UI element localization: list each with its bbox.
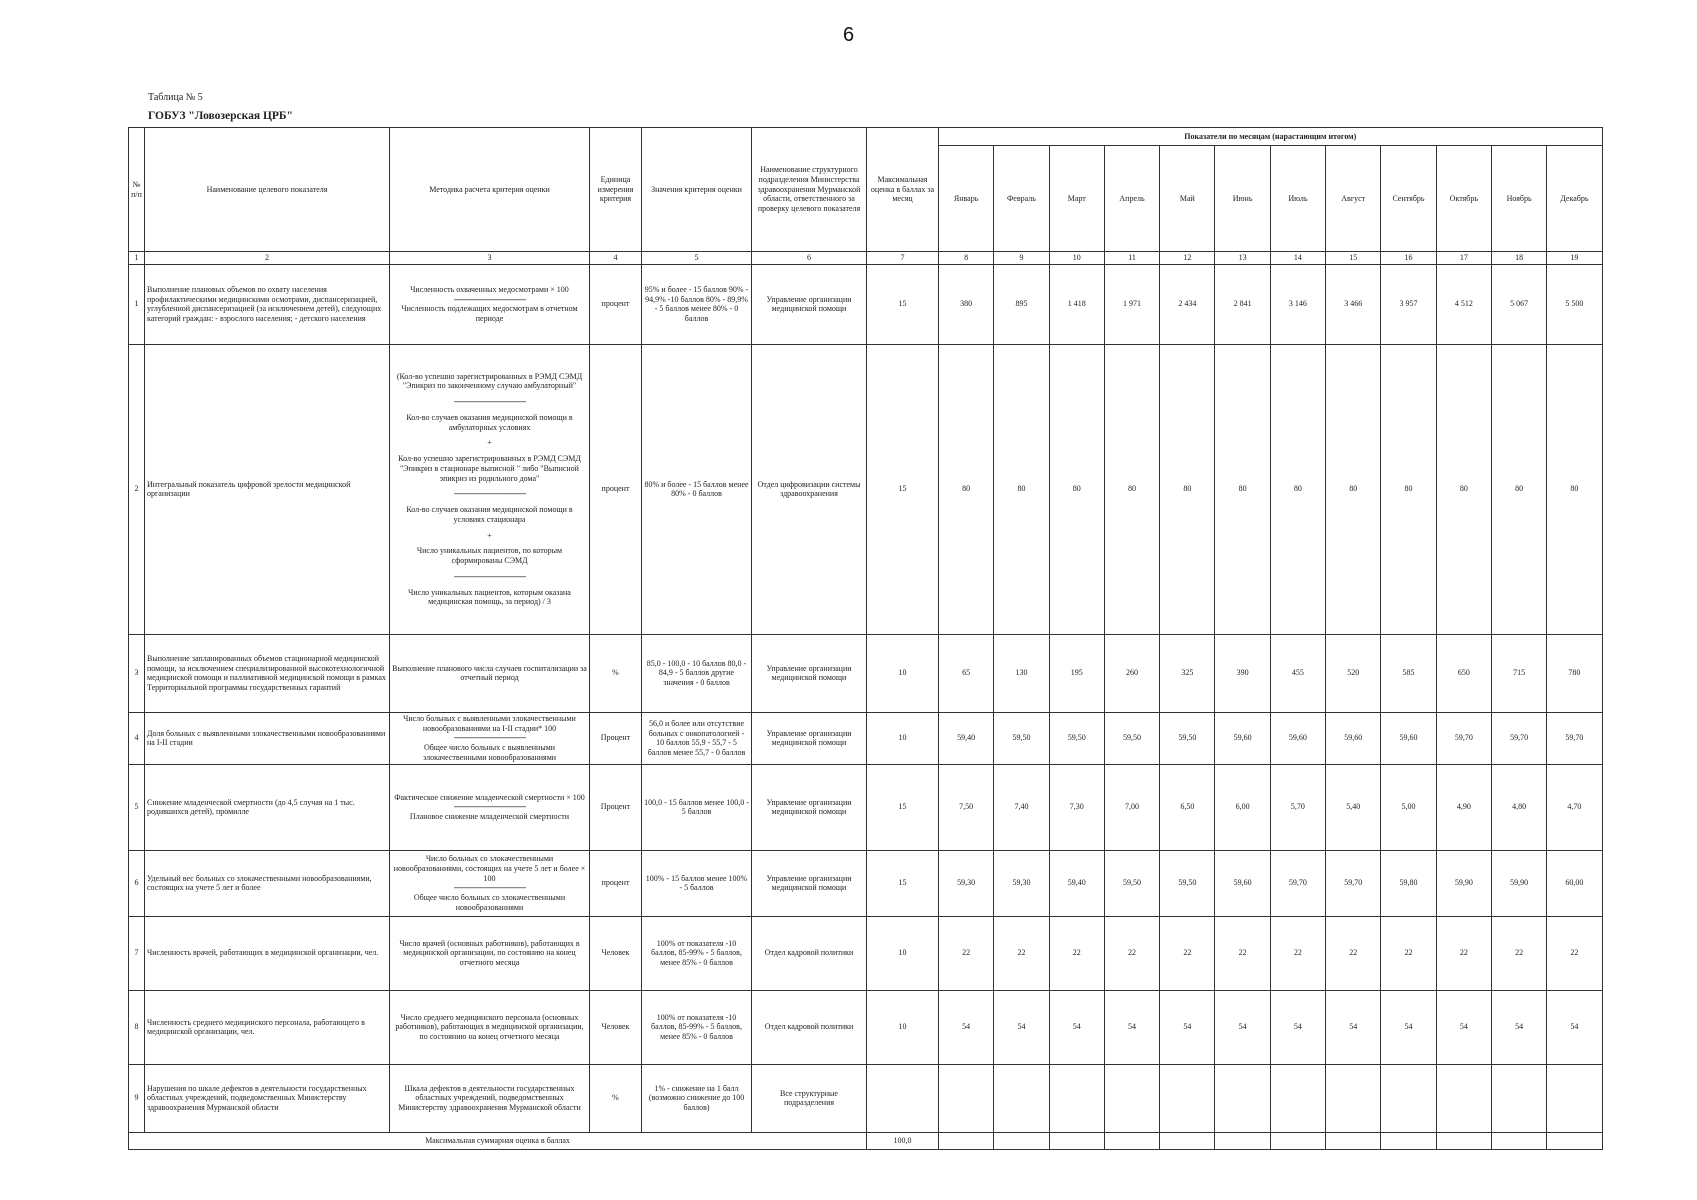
month-value: 54 bbox=[1436, 990, 1491, 1064]
row-number: 1 bbox=[129, 264, 145, 344]
month-value: 80 bbox=[1215, 344, 1270, 634]
header-method: Методика расчета критерия оценки bbox=[390, 128, 590, 252]
table-label: Таблица № 5 bbox=[148, 92, 203, 103]
fraction-line: ------------------------------------------- bbox=[453, 489, 526, 499]
month-value: 59,60 bbox=[1381, 712, 1436, 764]
row-number: 6 bbox=[129, 850, 145, 916]
month-value: 54 bbox=[1215, 990, 1270, 1064]
month-value: 54 bbox=[1381, 990, 1436, 1064]
month-value: 1 971 bbox=[1104, 264, 1159, 344]
row-number: 8 bbox=[129, 990, 145, 1064]
month-value bbox=[1547, 1064, 1602, 1132]
month-value: 715 bbox=[1491, 634, 1546, 712]
method-part: Кол-во успешно зарегистрированных в РЭМД СЭМД "Эпикриз в стационаре выписной " либо "Выписной эпикриз из родильного дома" bbox=[398, 454, 581, 483]
header-criteria: Значения критерия оценки bbox=[642, 128, 752, 252]
month-value: 59,70 bbox=[1436, 712, 1491, 764]
criteria-values: 1% - снижение на 1 балл (возможно снижение до 100 баллов) bbox=[642, 1064, 752, 1132]
column-number: 19 bbox=[1547, 252, 1602, 265]
month-value: 59,80 bbox=[1381, 850, 1436, 916]
max-score: 10 bbox=[867, 990, 939, 1064]
header-month: Январь bbox=[939, 146, 994, 252]
month-value: 80 bbox=[1160, 344, 1215, 634]
month-value: 22 bbox=[1436, 916, 1491, 990]
responsible-department: Управление организации медицинской помощи bbox=[752, 850, 867, 916]
month-value: 54 bbox=[1547, 990, 1602, 1064]
month-value: 130 bbox=[994, 634, 1049, 712]
month-value: 80 bbox=[1381, 344, 1436, 634]
month-value bbox=[994, 1064, 1049, 1132]
max-score: 10 bbox=[867, 916, 939, 990]
month-value: 4,90 bbox=[1436, 764, 1491, 850]
month-value: 54 bbox=[1270, 990, 1325, 1064]
method-part: Кол-во случаев оказания медицинской помощи в амбулаторных условиях bbox=[406, 412, 573, 432]
calculation-method bbox=[390, 764, 590, 850]
footer-total: 100,0 bbox=[867, 1132, 939, 1149]
max-score: 15 bbox=[867, 850, 939, 916]
month-value: 5 500 bbox=[1547, 264, 1602, 344]
responsible-department: Отдел цифровизации системы здравоохранения bbox=[752, 344, 867, 634]
month-value: 59,50 bbox=[1160, 850, 1215, 916]
row-number: 2 bbox=[129, 344, 145, 634]
month-value: 5 067 bbox=[1491, 264, 1546, 344]
header-month: Июнь bbox=[1215, 146, 1270, 252]
month-value: 59,90 bbox=[1436, 850, 1491, 916]
indicator-name: Доля больных с выявленными злокачественными новообразованиями на I-II стадии bbox=[145, 712, 390, 764]
indicator-name: Выполнение запланированных объемов стационарной медицинской помощи, за исключением специализированной высокотехнологичной медицинской помощи и паллиативной медицинской помощи в рамках Территориальной программы государственных гарантий bbox=[145, 634, 390, 712]
month-value: 5,70 bbox=[1270, 764, 1325, 850]
criteria-values: 56,0 и более или отсутствие больных с онкопатологией - 10 баллов 55,9 - 55,7 - 5 баллов менее 55,7 - 0 баллов bbox=[642, 712, 752, 764]
month-value: 80 bbox=[1270, 344, 1325, 634]
header-month: Февраль bbox=[994, 146, 1049, 252]
table-row bbox=[129, 264, 1603, 344]
month-value: 22 bbox=[1160, 916, 1215, 990]
month-value: 80 bbox=[994, 344, 1049, 634]
month-value: 22 bbox=[1215, 916, 1270, 990]
fraction-line: ------------------------------------------- bbox=[453, 733, 526, 743]
criteria-values: 100% от показателя -10 баллов, 85-99% - 5 баллов, менее 85% - 0 баллов bbox=[642, 916, 752, 990]
month-value: 59,30 bbox=[939, 850, 994, 916]
unit: процент bbox=[590, 344, 642, 634]
month-value: 59,70 bbox=[1326, 850, 1381, 916]
method-denominator: Плановое снижение младенческой смертности bbox=[409, 812, 570, 822]
header-month: Декабрь bbox=[1547, 146, 1602, 252]
column-number: 10 bbox=[1049, 252, 1104, 265]
responsible-department: Управление организации медицинской помощи bbox=[752, 634, 867, 712]
month-value: 4,80 bbox=[1491, 764, 1546, 850]
indicator-name: Численность врачей, работающих в медицинской организации, чел. bbox=[145, 916, 390, 990]
criteria-values: 80% и более - 15 баллов менее 80% - 0 баллов bbox=[642, 344, 752, 634]
column-number: 16 bbox=[1381, 252, 1436, 265]
indicator-name: Интегральный показатель цифровой зрелости медицинской организации bbox=[145, 344, 390, 634]
fraction-line: ------------------------------------------- bbox=[453, 802, 526, 812]
header-dept: Наименование структурного подразделения Министерства здравоохранения Мурманской области, ответственного за проверку целевого показателя bbox=[752, 128, 867, 252]
row-number: 3 bbox=[129, 634, 145, 712]
month-value: 7,00 bbox=[1104, 764, 1159, 850]
table-row bbox=[129, 712, 1603, 764]
header-max-score: Максимальная оценка в баллах за месяц bbox=[867, 128, 939, 252]
month-value: 80 bbox=[1547, 344, 1602, 634]
calculation-method: Число врачей (основных работников), работающих в медицинской организации, по состоянию на конец отчетного месяца bbox=[390, 916, 590, 990]
table-row bbox=[129, 634, 1603, 712]
month-value: 59,50 bbox=[1049, 712, 1104, 764]
month-value: 65 bbox=[939, 634, 994, 712]
header-num: № п/п bbox=[129, 128, 145, 252]
month-value: 22 bbox=[1104, 916, 1159, 990]
method-numerator: Число больных со злокачественными новообразованиями, состоящих на учете 5 лет и более × 100 bbox=[393, 854, 586, 883]
footer-label: Максимальная суммарная оценка в баллах bbox=[129, 1132, 867, 1149]
column-number: 17 bbox=[1436, 252, 1491, 265]
column-number: 3 bbox=[390, 252, 590, 265]
header-month: Апрель bbox=[1104, 146, 1159, 252]
unit: процент bbox=[590, 850, 642, 916]
column-number: 11 bbox=[1104, 252, 1159, 265]
fraction-line: ------------------------------------------- bbox=[453, 397, 526, 406]
responsible-department: Отдел кадровой политики bbox=[752, 916, 867, 990]
month-value bbox=[1326, 1064, 1381, 1132]
fraction-line: ------------------------------------------- bbox=[453, 294, 526, 304]
column-number: 5 bbox=[642, 252, 752, 265]
table-row bbox=[129, 1064, 1603, 1132]
month-value: 380 bbox=[939, 264, 994, 344]
calculation-method bbox=[390, 264, 590, 344]
method-part: Число уникальных пациентов, по которым сформированы СЭМД bbox=[416, 546, 563, 565]
criteria-values: 100% от показателя -10 баллов, 85-99% - 5 баллов, менее 85% - 0 баллов bbox=[642, 990, 752, 1064]
month-value: 390 bbox=[1215, 634, 1270, 712]
row-number: 4 bbox=[129, 712, 145, 764]
month-value: 59,60 bbox=[1215, 712, 1270, 764]
indicator-name: Нарушения по шкале дефектов в деятельности государственных областных учреждений, подведомственных Министерству здравоохранения Мурманской области bbox=[145, 1064, 390, 1132]
unit: % bbox=[590, 1064, 642, 1132]
month-value: 59,70 bbox=[1270, 850, 1325, 916]
page-number: 6 bbox=[842, 24, 855, 46]
month-value: 3 466 bbox=[1326, 264, 1381, 344]
header-unit: Единица измерения критерия bbox=[590, 128, 642, 252]
column-number: 6 bbox=[752, 252, 867, 265]
header-month: Ноябрь bbox=[1491, 146, 1546, 252]
month-value: 520 bbox=[1326, 634, 1381, 712]
month-value: 59,70 bbox=[1547, 712, 1602, 764]
fraction-line: ------------------------------------------- bbox=[453, 571, 526, 581]
month-value: 54 bbox=[1104, 990, 1159, 1064]
month-value: 22 bbox=[1381, 916, 1436, 990]
month-value: 80 bbox=[1049, 344, 1104, 634]
header-month: Октябрь bbox=[1436, 146, 1491, 252]
month-value: 260 bbox=[1104, 634, 1159, 712]
month-value: 2 841 bbox=[1215, 264, 1270, 344]
calculation-method: Число среднего медицинского персонала (основных работников), работающих в медицинской организации, по состоянию на конец отчетного месяца bbox=[390, 990, 590, 1064]
indicators-table bbox=[128, 127, 1603, 1150]
month-value: 59,30 bbox=[994, 850, 1049, 916]
month-value: 59,60 bbox=[1326, 712, 1381, 764]
table-row bbox=[129, 764, 1603, 850]
month-value bbox=[1381, 1064, 1436, 1132]
month-value bbox=[1160, 1064, 1215, 1132]
max-score: 15 bbox=[867, 764, 939, 850]
month-value: 22 bbox=[1547, 916, 1602, 990]
indicator-name: Численность среднего медицинского персонала, работающего в медицинской организации, чел. bbox=[145, 990, 390, 1064]
month-value: 1 418 bbox=[1049, 264, 1104, 344]
month-value: 22 bbox=[939, 916, 994, 990]
column-number: 7 bbox=[867, 252, 939, 265]
column-number: 9 bbox=[994, 252, 1049, 265]
month-value: 6,00 bbox=[1215, 764, 1270, 850]
column-number: 18 bbox=[1491, 252, 1546, 265]
unit: процент bbox=[590, 264, 642, 344]
method-part: + bbox=[487, 438, 492, 448]
month-value: 780 bbox=[1547, 634, 1602, 712]
calculation-method bbox=[390, 850, 590, 916]
table-row bbox=[129, 850, 1603, 916]
organization-name: ГОБУЗ "Ловозерская ЦРБ" bbox=[148, 110, 293, 122]
criteria-values: 85,0 - 100,0 - 10 баллов 80,0 - 84,9 - 5 баллов другие значения - 0 баллов bbox=[642, 634, 752, 712]
month-value: 59,40 bbox=[939, 712, 994, 764]
month-value bbox=[1270, 1064, 1325, 1132]
responsible-department: Все структурные подразделения bbox=[752, 1064, 867, 1132]
month-value: 4,70 bbox=[1547, 764, 1602, 850]
month-value: 7,30 bbox=[1049, 764, 1104, 850]
header-name: Наименование целевого показателя bbox=[145, 128, 390, 252]
responsible-department: Управление организации медицинской помощи bbox=[752, 712, 867, 764]
row-number: 5 bbox=[129, 764, 145, 850]
month-value: 54 bbox=[1491, 990, 1546, 1064]
method-numerator: Численность охваченных медосмотрами × 100 bbox=[410, 284, 569, 294]
month-value bbox=[1049, 1064, 1104, 1132]
unit: Человек bbox=[590, 990, 642, 1064]
month-value: 5,00 bbox=[1381, 764, 1436, 850]
method-denominator: Численность подлежащих медосмотрам в отчетном периоде bbox=[401, 304, 578, 323]
header-month: Март bbox=[1049, 146, 1104, 252]
table-row bbox=[129, 916, 1603, 990]
responsible-department: Отдел кадровой политики bbox=[752, 990, 867, 1064]
month-value: 59,50 bbox=[1104, 850, 1159, 916]
month-value bbox=[939, 1064, 994, 1132]
month-value: 59,60 bbox=[1215, 850, 1270, 916]
calculation-method: Выполнение планового числа случаев госпитализации за отчетный период bbox=[390, 634, 590, 712]
month-value: 54 bbox=[1049, 990, 1104, 1064]
month-value bbox=[1491, 1064, 1546, 1132]
responsible-department: Управление организации медицинской помощи bbox=[752, 764, 867, 850]
indicator-name: Выполнение плановых объемов по охвату населения профилактическими медицинскими осмотрами, диспансеризацией, углубленной диспансеризацией (за исключением детей), следующих категорий граждан: - взрослого населения; - детского населения bbox=[145, 264, 390, 344]
month-value: 895 bbox=[994, 264, 1049, 344]
month-value: 22 bbox=[1326, 916, 1381, 990]
method-numerator: Число больных с выявленными злокачественными новообразованиями на I-II стадии* 100 bbox=[403, 713, 576, 733]
header-month: Май bbox=[1160, 146, 1215, 252]
column-number: 13 bbox=[1215, 252, 1270, 265]
criteria-values: 100% - 15 баллов менее 100% - 5 баллов bbox=[642, 850, 752, 916]
calculation-method bbox=[390, 344, 590, 634]
month-value: 3 957 bbox=[1381, 264, 1436, 344]
month-value: 195 bbox=[1049, 634, 1104, 712]
month-value: 59,50 bbox=[1104, 712, 1159, 764]
month-value: 59,40 bbox=[1049, 850, 1104, 916]
unit: Процент bbox=[590, 712, 642, 764]
month-value: 80 bbox=[1326, 344, 1381, 634]
method-part: Число уникальных пациентов, которым оказана медицинская помощь, за период) / 3 bbox=[408, 587, 571, 607]
month-value: 7,50 bbox=[939, 764, 994, 850]
max-score: 10 bbox=[867, 634, 939, 712]
fraction-line: ------------------------------------------- bbox=[453, 883, 526, 893]
indicator-name: Удельный вес больных со злокачественными новообразованиями, состоящих на учете 5 лет и более bbox=[145, 850, 390, 916]
indicator-name: Снижение младенческой смертности (до 4,5 случая на 1 тыс. родившихся детей), промилле bbox=[145, 764, 390, 850]
column-number: 2 bbox=[145, 252, 390, 265]
month-value: 3 146 bbox=[1270, 264, 1325, 344]
method-part: Кол-во случаев оказания медицинской помощи в условиях стационара bbox=[406, 505, 573, 524]
month-value: 59,90 bbox=[1491, 850, 1546, 916]
month-value: 585 bbox=[1381, 634, 1436, 712]
month-value: 6,50 bbox=[1160, 764, 1215, 850]
max-score: 10 bbox=[867, 712, 939, 764]
month-value: 54 bbox=[994, 990, 1049, 1064]
header-month: Август bbox=[1326, 146, 1381, 252]
month-value: 80 bbox=[939, 344, 994, 634]
column-number: 1 bbox=[129, 252, 145, 265]
month-value: 80 bbox=[1436, 344, 1491, 634]
method-part: + bbox=[487, 530, 492, 540]
month-value: 650 bbox=[1436, 634, 1491, 712]
month-value: 59,70 bbox=[1491, 712, 1546, 764]
month-value: 22 bbox=[1270, 916, 1325, 990]
criteria-values: 100,0 - 15 баллов менее 100,0 - 5 баллов bbox=[642, 764, 752, 850]
header-months-group: Показатели по месяцам (нарастающим итогом) bbox=[939, 128, 1603, 146]
month-value: 80 bbox=[1491, 344, 1546, 634]
month-value: 60,00 bbox=[1547, 850, 1602, 916]
month-value: 455 bbox=[1270, 634, 1325, 712]
header-month: Июль bbox=[1270, 146, 1325, 252]
row-number: 9 bbox=[129, 1064, 145, 1132]
month-value: 54 bbox=[1326, 990, 1381, 1064]
month-value: 59,50 bbox=[1160, 712, 1215, 764]
max-score: 15 bbox=[867, 264, 939, 344]
month-value: 54 bbox=[1160, 990, 1215, 1064]
method-part: (Кол-во успешно зарегистрированных в РЭМД СЭМД "Эпикриз по законченному случаю амбулаторный" bbox=[396, 371, 583, 391]
method-numerator: Фактическое снижение младенческой смертности × 100 bbox=[394, 792, 585, 802]
row-number: 7 bbox=[129, 916, 145, 990]
month-value: 5,40 bbox=[1326, 764, 1381, 850]
unit: Процент bbox=[590, 764, 642, 850]
method-denominator: Общее число больных со злокачественными новообразованиями bbox=[413, 893, 566, 912]
table-row bbox=[129, 344, 1603, 634]
month-value: 22 bbox=[1049, 916, 1104, 990]
max-score: 15 bbox=[867, 344, 939, 634]
month-value: 4 512 bbox=[1436, 264, 1491, 344]
month-value: 59,50 bbox=[994, 712, 1049, 764]
method-denominator: Общее число больных с выявленными злокачественными новообразованиями bbox=[422, 743, 557, 762]
month-value bbox=[1436, 1064, 1491, 1132]
month-value: 54 bbox=[939, 990, 994, 1064]
month-value: 22 bbox=[994, 916, 1049, 990]
month-value: 22 bbox=[1491, 916, 1546, 990]
header-month: Сентябрь bbox=[1381, 146, 1436, 252]
table-row bbox=[129, 990, 1603, 1064]
column-number: 4 bbox=[590, 252, 642, 265]
calculation-method bbox=[390, 712, 590, 764]
column-number: 8 bbox=[939, 252, 994, 265]
month-value: 80 bbox=[1104, 344, 1159, 634]
criteria-values: 95% и более - 15 баллов 90% - 94,9% -10 баллов 80% - 89,9% - 5 баллов менее 80% - 0 баллов bbox=[642, 264, 752, 344]
unit: Человек bbox=[590, 916, 642, 990]
responsible-department: Управление организации медицинской помощи bbox=[752, 264, 867, 344]
unit: % bbox=[590, 634, 642, 712]
month-value: 7,40 bbox=[994, 764, 1049, 850]
max-score bbox=[867, 1064, 939, 1132]
column-number: 15 bbox=[1326, 252, 1381, 265]
month-value: 59,60 bbox=[1270, 712, 1325, 764]
calculation-method: Шкала дефектов в деятельности государственных областных учреждений, подведомственных Министерству здравоохранения Мурманской области bbox=[390, 1064, 590, 1132]
month-value: 325 bbox=[1160, 634, 1215, 712]
month-value: 2 434 bbox=[1160, 264, 1215, 344]
month-value bbox=[1215, 1064, 1270, 1132]
column-number: 12 bbox=[1160, 252, 1215, 265]
month-value bbox=[1104, 1064, 1159, 1132]
column-number: 14 bbox=[1270, 252, 1325, 265]
